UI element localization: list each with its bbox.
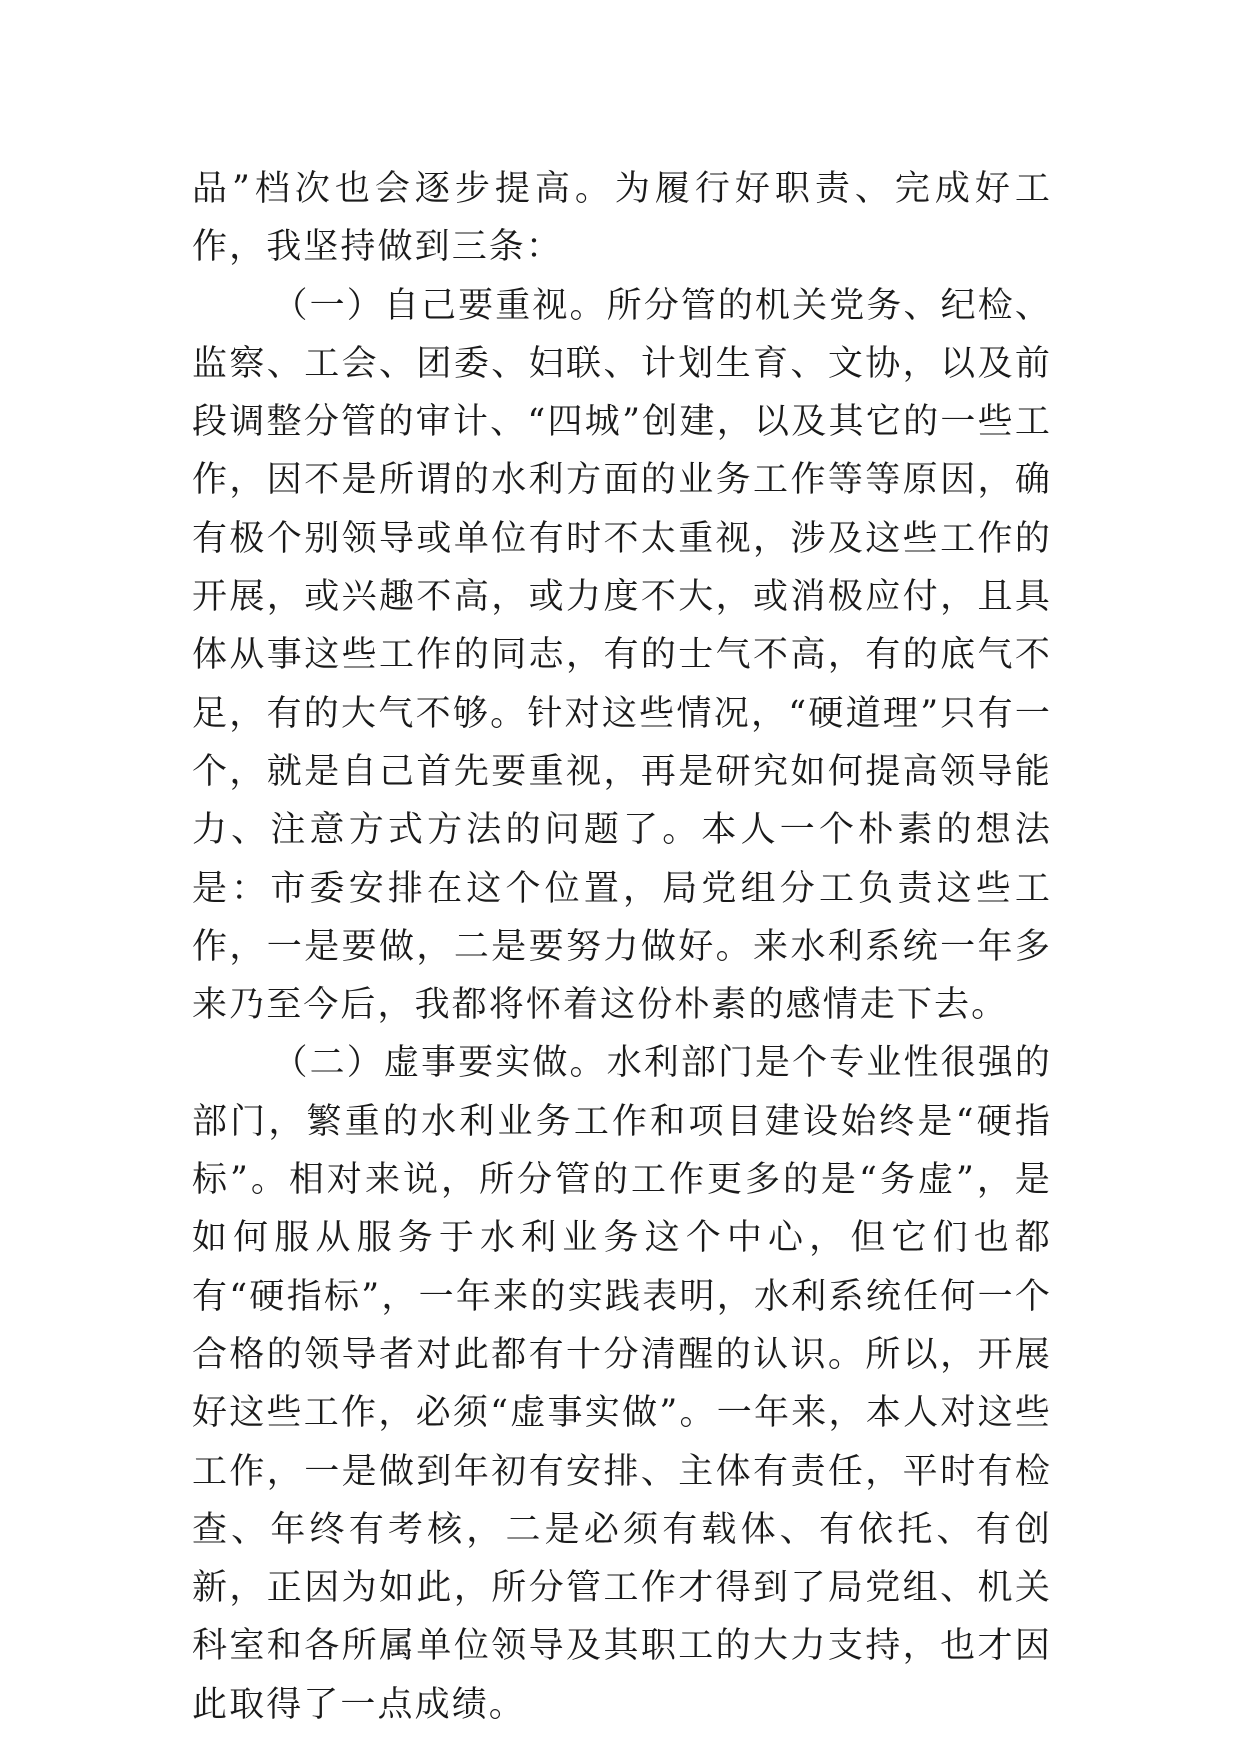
paragraph-point-two: （二）虚事要实做。水利部门是个专业性很强的部门，繁重的水利业务工作和项目建设始终是“硬指标”。相对来说，所分管的工作更多的是“务虚”，是如何服从服务于水利业务这个中心，但它们也都有“硬指标”，一年来的实践表明，水利系统任何一个合格的领导者对此都有十分清醒的认识。所以，开展好这些工作，必须“虚事实做”。一年来，本人对这些工作，一是做到年初有安排、主体有责任，平时有检查、年终有考核，二是必须有载体、有依托、有创新，正因为如此，所分管工作才得到了局党组、机关科室和各所属单位领导及其职工的大力支持，也才因此取得了一点成绩。 — [192, 1043, 1052, 1725]
paragraph-point-one: （一）自己要重视。所分管的机关党务、纪检、监察、工会、团委、妇联、计划生育、文协，以及前段调整分管的审计、“四城”创建，以及其它的一些工作，因不是所谓的水利方面的业务工作等等原因，确有极个别领导或单位有时不太重视，涉及这些工作的开展，或兴趣不高，或力度不大，或消极应付，且具体从事这些工作的同志，有的士气不高，有的底气不足，有的大气不够。针对这些情况，“硬道理”只有一个，就是自己首先要重视，再是研究如何提高领导能力、注意方式方法的问题了。本人一个朴素的想法是：市委安排在这个位置，局党组分工负责这些工作，一是要做，二是要努力做好。来水利系统一年多来乃至今后，我都将怀着这份朴素的感情走下去。 — [192, 285, 1052, 1026]
body-text — [192, 160, 1052, 1734]
paragraph-continuation: 品”档次也会逐步提高。为履行好职责、完成好工作，我坚持做到三条： — [192, 169, 1052, 268]
